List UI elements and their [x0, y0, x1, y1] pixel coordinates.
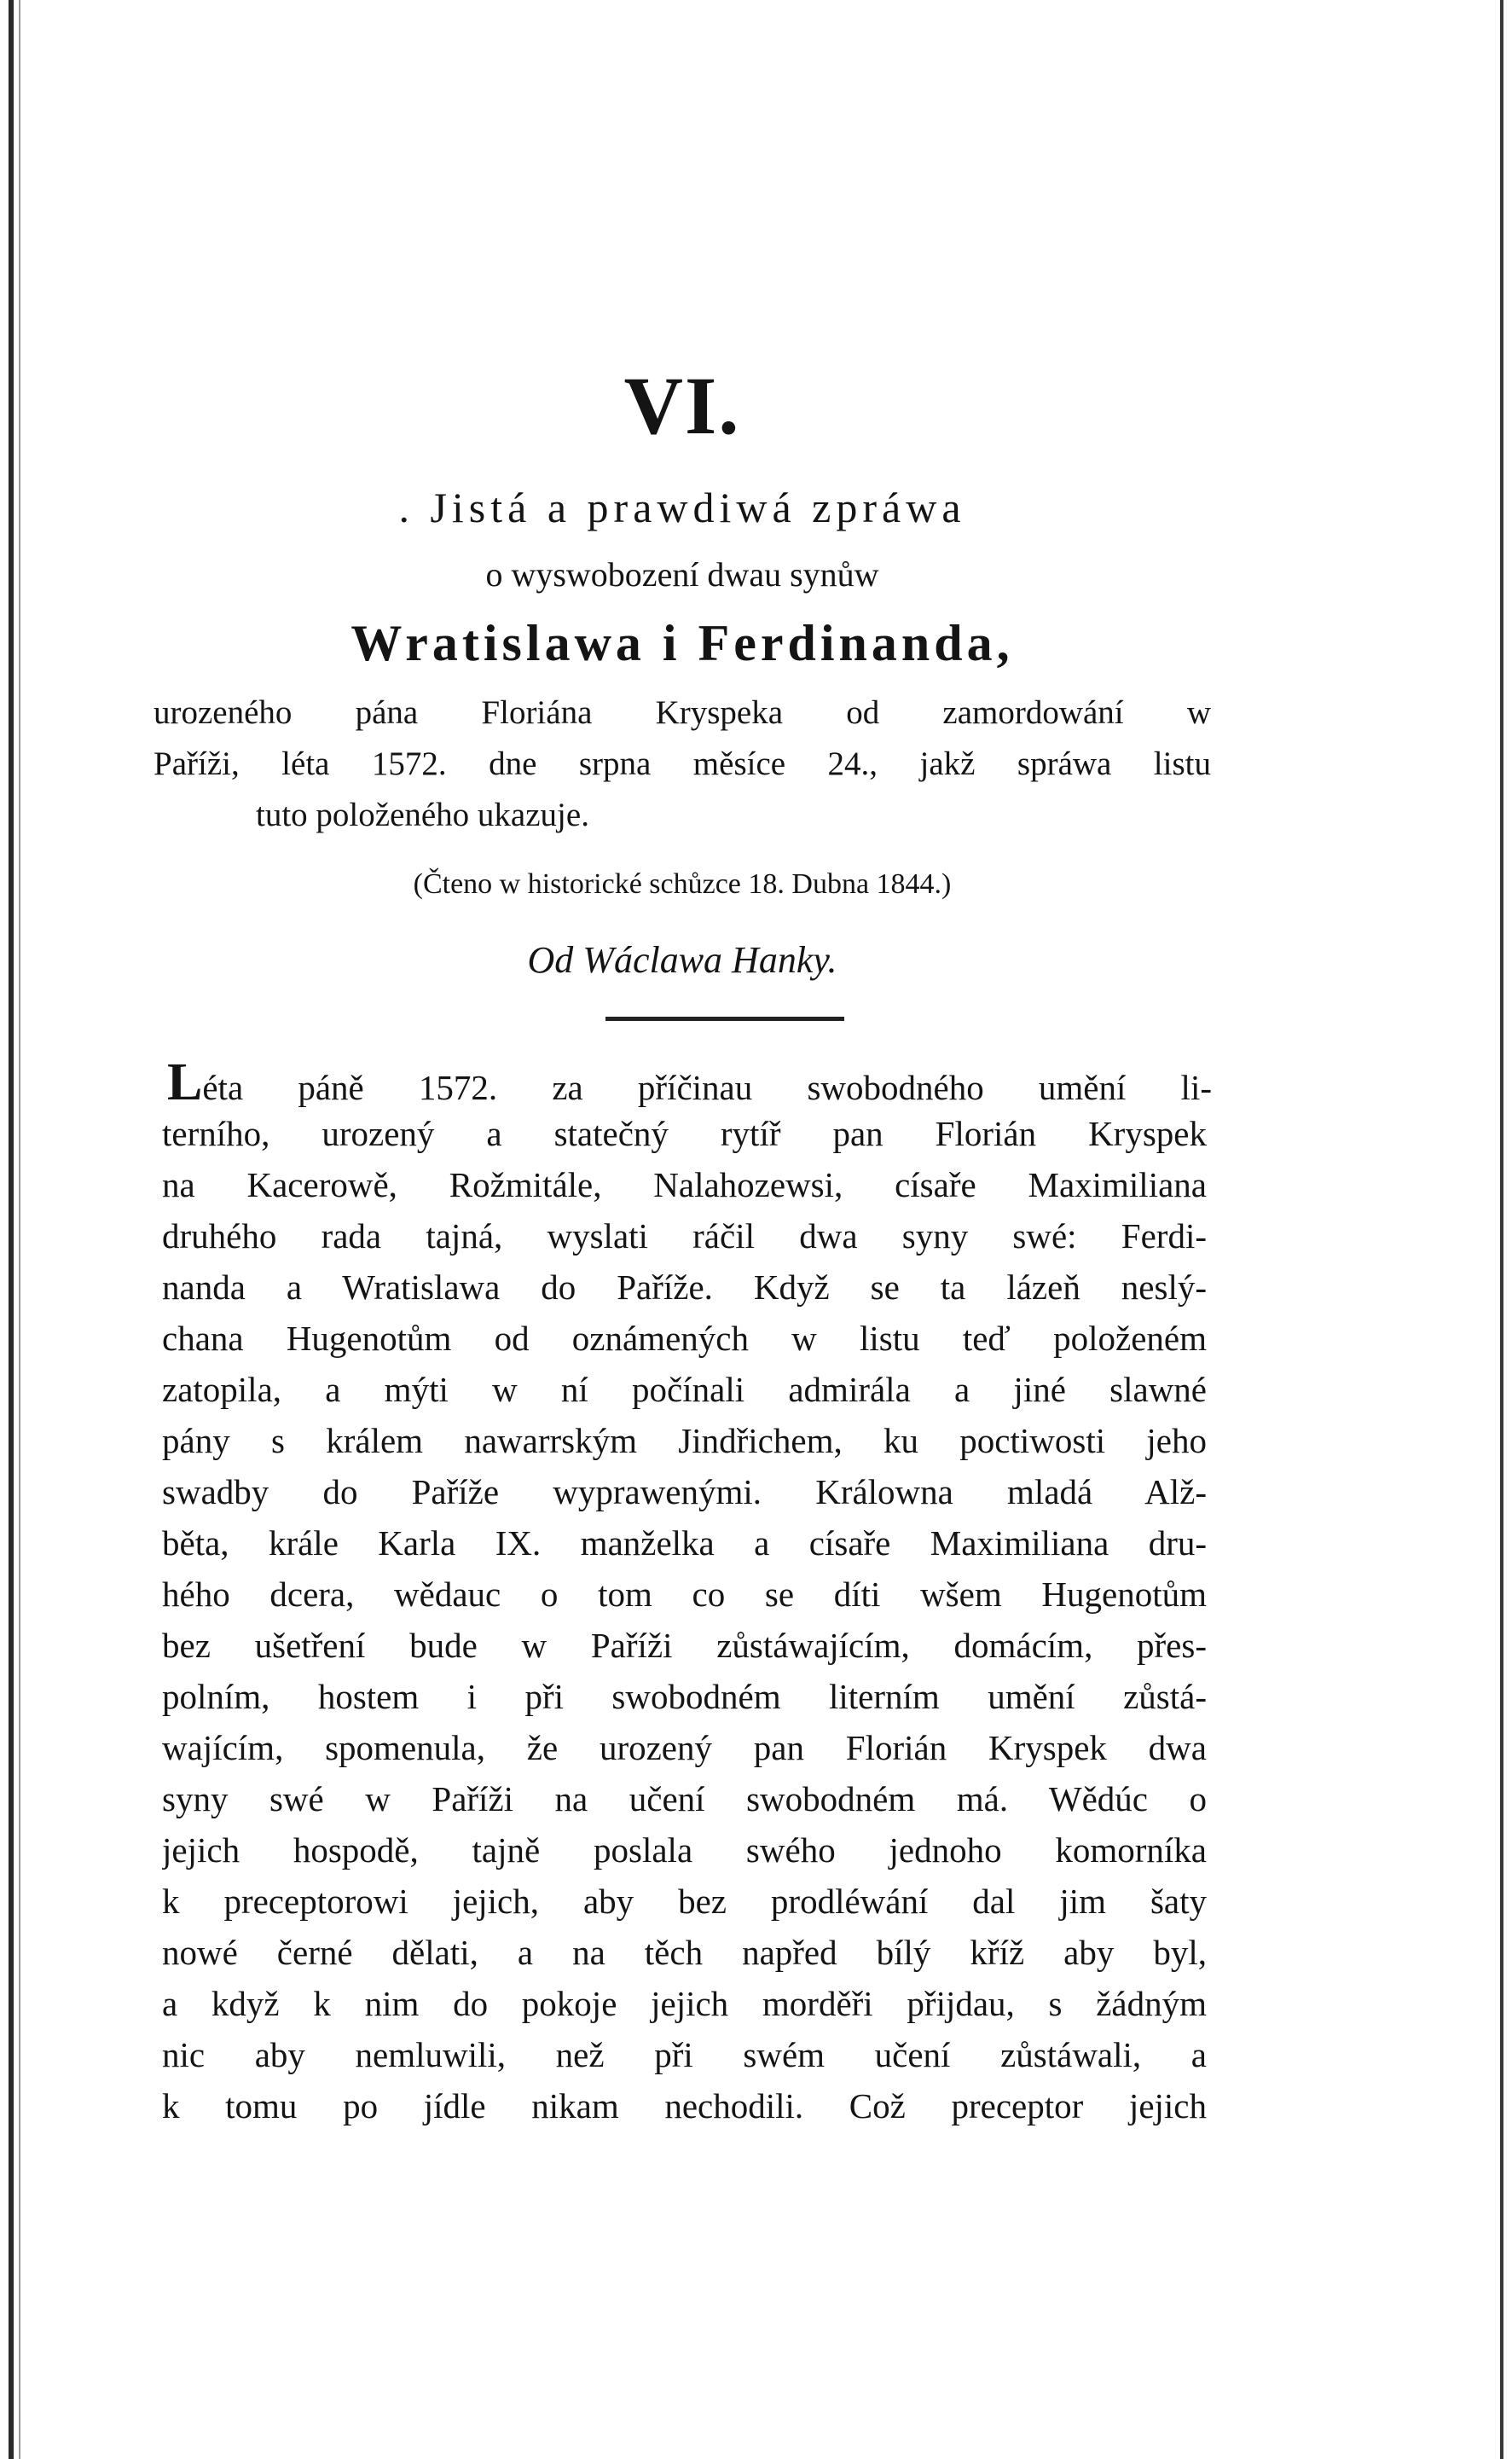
body-line-9: swadby do Paříže wyprawenými. Králowna mladá Alž- — [162, 1472, 1207, 1511]
body-line-19: a když k nim do pokoje jejich morděři přijdau, s žádným — [162, 1984, 1207, 2023]
title-line-4: urozeného pána Floriána Kryspeka od zamordowání w — [154, 694, 1211, 731]
body-line-12: bez ušetření bude w Paříži zůstáwajícím, domácím, přes- — [162, 1626, 1207, 1665]
body-line-10: běta, krále Karla IX. manželka a císaře Maximiliana dru- — [162, 1523, 1207, 1563]
body-line-8: pány s králem nawarrským Jindřichem, ku poctiwosti jeho — [162, 1421, 1207, 1460]
body-text-1: éta páně 1572. za příčinau swobodného umění li- — [202, 1068, 1212, 1107]
title-line-5: Paříži, léta 1572. dne srpna měsíce 24., jakž spráwa listu — [154, 745, 1211, 782]
reading-note: (Čteno w historické schůzce 18. Dubna 1844.) — [413, 868, 952, 900]
title-line-6: tuto položeného ukazuje. — [256, 797, 589, 833]
chapter-number: VI. — [623, 360, 741, 451]
body-line-7: zatopila, a mýti w ní počínali admirála a jiné slawné — [162, 1370, 1207, 1409]
body-line-6: chana Hugenotům od oznámených w listu teď položeném — [162, 1319, 1207, 1358]
body-line-3: na Kacerowě, Rožmitále, Nalahozewsi, císaře Maximiliana — [162, 1165, 1207, 1204]
page-edge-right — [1500, 0, 1503, 2459]
body-line-20: nic aby nemluwili, než při swém učení zůstáwali, a — [162, 2035, 1207, 2074]
body-line-18: nowé černé dělati, a na těch napřed bílý kříž aby byl, — [162, 1933, 1207, 1972]
body-line-15: syny swé w Paříži na učení swobodném má. Wědúc o — [162, 1779, 1207, 1818]
body-line-1 — [167, 1058, 1212, 1112]
page-edge-shadow — [19, 0, 20, 2459]
body-line-21: k tomu po jídle nikam nechodili. Což preceptor jejich — [162, 2086, 1207, 2126]
drop-initial: L — [167, 1058, 203, 1111]
body-line-4: druhého rada tajná, wyslati ráčil dwa syny swé: Ferdi- — [162, 1216, 1207, 1256]
body-line-14: wajícím, spomenula, že urozený pan Florián Kryspek dwa — [162, 1728, 1207, 1767]
body-line-11: hého dcera, wědauc o tom co se díti wšem Hugenotům — [162, 1575, 1207, 1614]
title-line-2: o wyswobození dwau synůw — [485, 555, 879, 594]
author-line: Od Wáclawa Hanky. — [527, 939, 837, 981]
title-names: Wratislawa i Ferdinanda, — [350, 615, 1014, 671]
body-line-16: jejich hospodě, tajně poslala swého jednoho komorníka — [162, 1830, 1207, 1870]
section-rule — [605, 1017, 844, 1021]
body-line-17: k preceptorowi jejich, aby bez prodléwání dal jim šaty — [162, 1882, 1207, 1921]
body-line-2: terního, urozený a statečný rytíř pan Florián Kryspek — [162, 1114, 1207, 1153]
body-line-13: polním, hostem i při swobodném literním umění zůstá- — [162, 1677, 1207, 1716]
body-line-5: nanda a Wratislawa do Paříže. Když se ta lázeň neslý- — [162, 1267, 1207, 1307]
page-edge-left — [9, 0, 14, 2459]
title-line-1: . Jistá a prawdiwá zpráwa — [398, 484, 966, 531]
